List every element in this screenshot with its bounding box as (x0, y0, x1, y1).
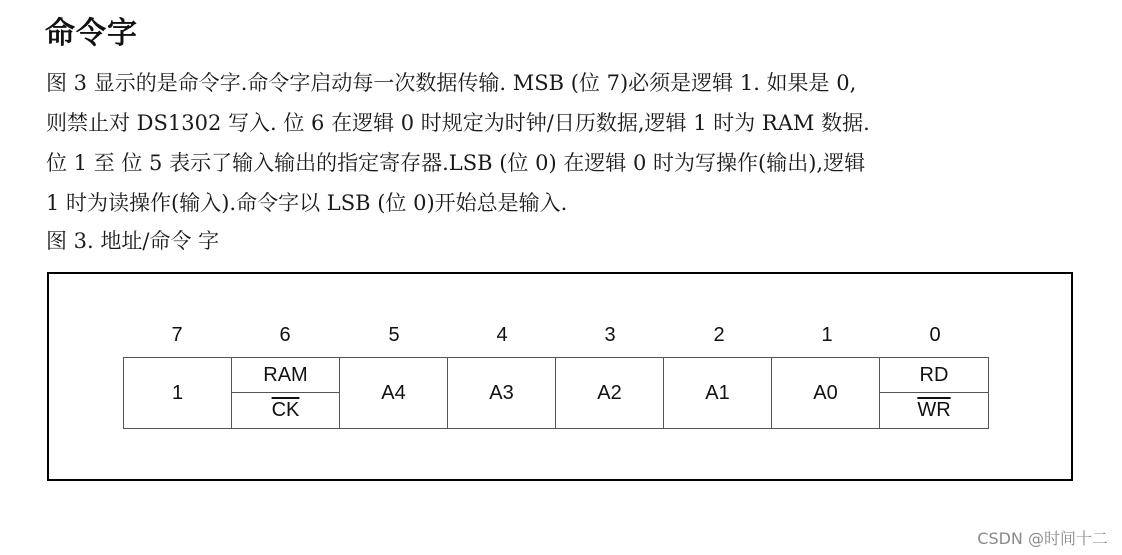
bit-number: 6 (279, 324, 291, 346)
paragraph-line: 则禁止对 DS1302 写入. 位 6 在逻辑 0 时规定为时钟/日历数据,逻辑 1 时为 RAM 数据. (46, 111, 870, 135)
command-register-table (123, 357, 989, 429)
paragraph-line: 1 时为读操作(输入).命令字以 LSB (位 0)开始总是输入. (46, 191, 568, 215)
bit0-cell (880, 358, 988, 428)
bit3-cell: A2 (556, 358, 664, 428)
figure-caption: 图 3. 地址/命令 字 (46, 229, 220, 253)
bit6-cell (232, 358, 340, 428)
bit1-cell: A0 (772, 358, 880, 428)
bit-number: 0 (929, 324, 941, 346)
page-title: 命令字 (45, 16, 138, 51)
bit4-cell: A3 (448, 358, 556, 428)
paragraph-line: 位 1 至 位 5 表示了输入输出的指定寄存器.LSB (位 0) 在逻辑 0 时为写操作(输出),逻辑 (46, 151, 866, 175)
bit-number: 7 (171, 324, 183, 346)
bit-number: 4 (496, 324, 508, 346)
bit-number: 2 (713, 324, 725, 346)
bit-number: 1 (821, 324, 833, 346)
bit6-ram-label: RAM (232, 358, 339, 393)
bit7-cell: 1 (124, 358, 232, 428)
paragraph-line: 图 3 显示的是命令字.命令字启动每一次数据传输. MSB (位 7)必须是逻辑 1. 如果是 0, (46, 71, 857, 95)
bit-number: 5 (388, 324, 400, 346)
bit-number: 3 (604, 324, 616, 346)
bit6-ck-label: $\overline{CK}$ (271, 399, 300, 421)
bit2-cell: A1 (664, 358, 772, 428)
bit0-rd-label: RD (880, 358, 988, 393)
bit5-cell: A4 (340, 358, 448, 428)
watermark: CSDN @时间十二 (977, 529, 1108, 548)
bit0-wr-label: $\overline{WR}$ (917, 399, 951, 421)
